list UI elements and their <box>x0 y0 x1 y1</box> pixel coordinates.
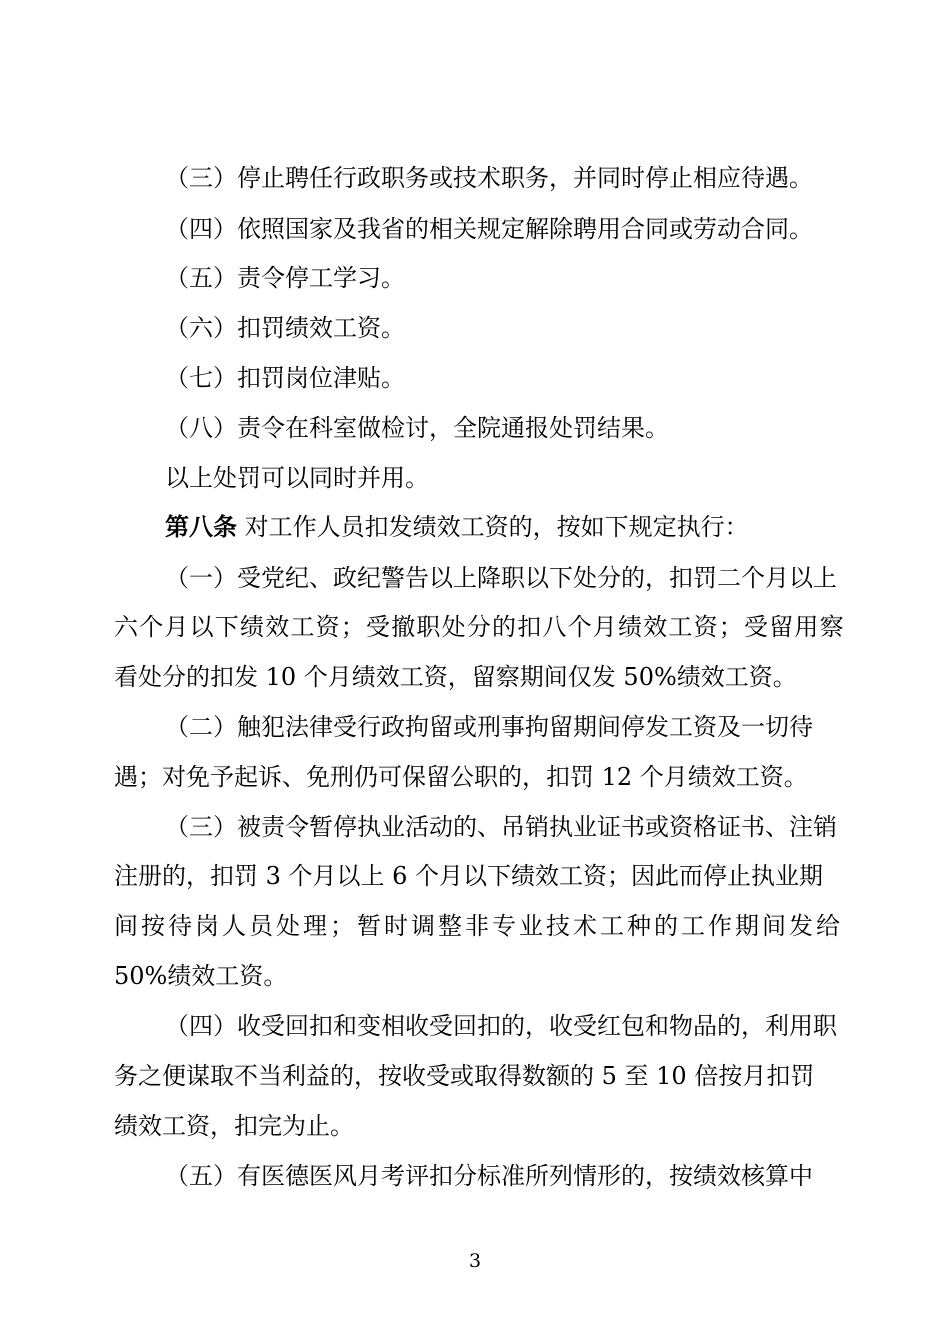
text-line: 以上处罚可以同时并用。 <box>165 464 429 492</box>
text-line: （一）受党纪、政纪警告以上降职以下处分的，扣罚二个月以上 <box>165 564 837 592</box>
text-line: （八）责令在科室做检讨，全院通报处罚结果。 <box>165 414 669 442</box>
text-line: （二）触犯法律受行政拘留或刑事拘留期间停发工资及一切待 <box>165 713 813 741</box>
text-line: （五）有医德医风月考评扣分标准所列情形的，按绩效核算中 <box>165 1162 813 1190</box>
text-line: （三）被责令暂停执业活动的、吊销执业证书或资格证书、注销 <box>165 813 837 841</box>
text-line: （六）扣罚绩效工资。 <box>165 314 405 342</box>
text-line: （三）停止聘任行政职务或技术职务，并同时停止相应待遇。 <box>165 164 813 192</box>
article-heading: 第八条 <box>165 512 237 541</box>
text-line: 绩效工资，扣完为止。 <box>114 1112 354 1140</box>
text-line: （五）责令停工学习。 <box>165 264 405 292</box>
page-number: 3 <box>468 1250 482 1272</box>
text-line: 注册的，扣罚 3 个月以上 6 个月以下绩效工资；因此而停止执业期 <box>114 862 824 890</box>
text-line: 看处分的扣发 10 个月绩效工资，留察期间仅发 50%绩效工资。 <box>114 663 797 691</box>
text-line: （四）依照国家及我省的相关规定解除聘用合同或劳动合同。 <box>165 215 813 243</box>
text-line: 间按待岗人员处理；暂时调整非专业技术工种的工作期间发给 <box>114 912 843 940</box>
text-line: 六个月以下绩效工资；受撤职处分的扣八个月绩效工资；受留用察 <box>114 613 845 641</box>
article-text: 对工作人员扣发绩效工资的，按如下规定执行： <box>237 513 749 541</box>
article-eight-line <box>165 512 749 542</box>
text-line: 遇；对免予起诉、免刑仍可保留公职的，扣罚 12 个月绩效工资。 <box>114 763 808 791</box>
text-line: 务之便谋取不当利益的，按收受或取得数额的 5 至 10 倍按月扣罚 <box>114 1062 815 1090</box>
text-line: 50%绩效工资。 <box>114 962 288 990</box>
text-line: （四）收受回扣和变相收受回扣的，收受红包和物品的，利用职 <box>165 1012 837 1040</box>
text-line: （七）扣罚岗位津贴。 <box>165 364 405 392</box>
